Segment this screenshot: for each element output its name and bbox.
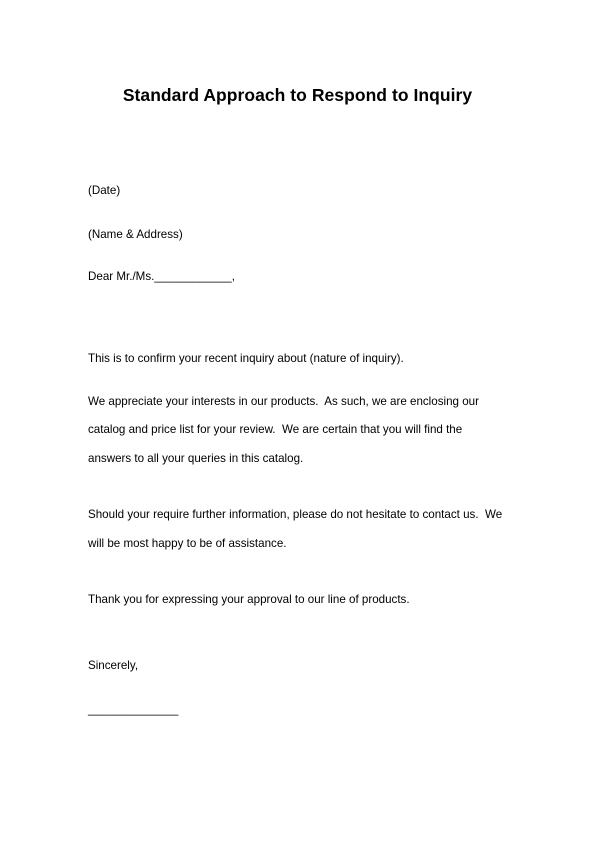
date-placeholder: (Date)	[88, 184, 121, 197]
salutation: Dear Mr./Ms.____________,	[88, 270, 235, 283]
paragraph-confirm-inquiry: This is to confirm your recent inquiry about (nature of inquiry).	[88, 352, 404, 365]
paragraph-appreciate-line-2: catalog and price list for your review. We are certain that you will find the	[88, 423, 463, 436]
paragraph-thank-you: Thank you for expressing your approval to our line of products.	[88, 593, 410, 606]
paragraph-further-info-line-1: Should your require further information, please do not hesitate to contact us. We	[88, 508, 503, 521]
signature-line: ______________	[88, 703, 179, 716]
paragraph-appreciate-line-1: We appreciate your interests in our products. As such, we are enclosing our	[88, 395, 479, 408]
paragraph-appreciate-line-3: answers to all your queries in this catalog.	[88, 452, 304, 465]
page-title: Standard Approach to Respond to Inquiry	[122, 85, 473, 105]
paragraph-further-info-line-2: will be most happy to be of assistance.	[88, 537, 287, 550]
name-address-placeholder: (Name & Address)	[88, 228, 183, 241]
closing: Sincerely,	[88, 659, 139, 672]
